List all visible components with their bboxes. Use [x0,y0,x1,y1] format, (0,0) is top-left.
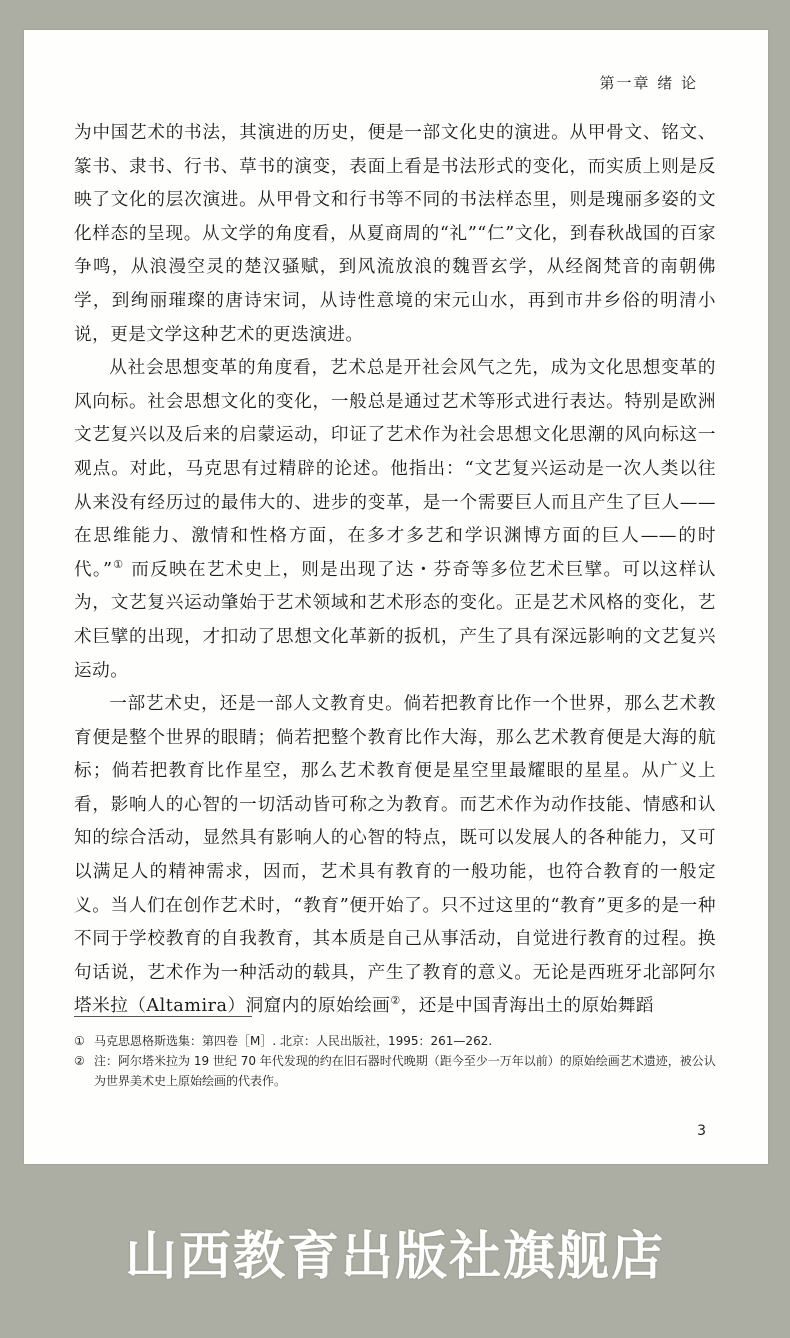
paragraph-3-text-b: ，还是中国青海出土的原始舞蹈 [400,996,655,1017]
paragraph-1-text: 为中国艺术的书法，其演进的历史，便是一部文化史的演进。从甲骨文、铭文、篆书、隶书、行书、草书的演变，表面上看是书法形式的变化，而实质上则是反映了文化的层次演进。从甲骨文和行书等不同的书法样态里，则是瑰丽多姿的文化样态的呈现。从文学的角度看，从夏商周的“礼”“仁”文化，到春秋战国的百家争鸣，从浪漫空灵的楚汉骚赋，到风流放浪的魏晋玄学，从经阁梵音的南朝佛学，到绚丽璀璨的唐诗宋词，从诗性意境的宋元山水，再到市井乡俗的明清小说，更是文学这种艺术的更迭演进。 [74,123,716,345]
body-text [74,117,716,1024]
paragraph-1 [74,117,716,352]
footnote-1-mark: ① [74,1034,85,1048]
footnote-divider [74,1016,252,1017]
book-page [24,30,768,1164]
paragraph-2-text-a: 从社会思想变革的角度看，艺术总是开社会风气之先，成为文化思想变革的风向标。社会思想文化的变化，一般总是通过艺术等形式进行表达。特别是欧洲文艺复兴以及后来的启蒙运动，印证了艺术作为社会思想文化思潮的风向标这一观点。对此，马克思有过精辟的论述。他指出：“文艺复兴运动是一次人类以往从来没有经历过的最伟大的、进步的变革，是一个需要巨人而且产生了巨人——在思维能力、激情和性格方面，在多才多艺和学识渊博方面的巨人——的时代。” [74,358,716,580]
footnote-ref-1: ① [112,557,125,571]
paragraph-2-text-b: 而反映在艺术史上，则是出现了达・芬奇等多位艺术巨擘。可以这样认为，文艺复兴运动肇始于艺术领域和艺术形态的变化。正是艺术风格的变化，艺术巨擘的出现，才扣动了思想文化革新的扳机，产生了具有深远影响的文艺复兴运动。 [74,559,716,681]
store-banner: 山西教育出版社旗舰店 [124,1227,665,1287]
footnote-2-mark: ② [74,1054,85,1068]
paragraph-3-text-a: 一部艺术史，还是一部人文教育史。倘若把教育比作一个世界，那么艺术教育便是整个世界的眼睛；倘若把整个教育比作大海，那么艺术教育便是大海的航标；倘若把教育比作星空，那么艺术教育便是星空里最耀眼的星星。从广义上看，影响人的心智的一切活动皆可称之为教育。而艺术作为动作技能、情感和认知的综合活动，显然具有影响人的心智的特点，既可以发展人的各种能力，又可以满足人的精神需求，因而，艺术具有教育的一般功能，也符合教育的一般定义。当人们在创作艺术时，“教育”便开始了。只不过这里的“教育”更多的是一种不同于学校教育的自我教育，其本质是自己从事活动，自觉进行教育的过程。换句话说，艺术作为一种活动的载具，产生了教育的意义。无论是西班牙北部阿尔塔米拉（Altamira）洞窟内的原始绘画 [74,694,716,1017]
footnote-ref-2: ② [390,994,401,1008]
footnote-1 [74,1031,716,1051]
running-head: 第一章 绪 论 [599,74,698,92]
footnote-2 [74,1051,716,1091]
page-number: 3 [697,1123,706,1139]
footnotes [74,1031,716,1091]
footnote-2-text: 注：阿尔塔米拉为 19 世纪 70 年代发现的约在旧石器时代晚期（距今至少一万年以前）的原始绘画艺术遗迹，被公认为世界美术史上原始绘画的代表作。 [94,1054,716,1088]
footnote-1-text: 马克思恩格斯选集：第四卷［M］. 北京：人民出版社，1995：261—262. [94,1034,493,1048]
paragraph-2 [74,352,716,688]
paragraph-3 [74,688,716,1024]
